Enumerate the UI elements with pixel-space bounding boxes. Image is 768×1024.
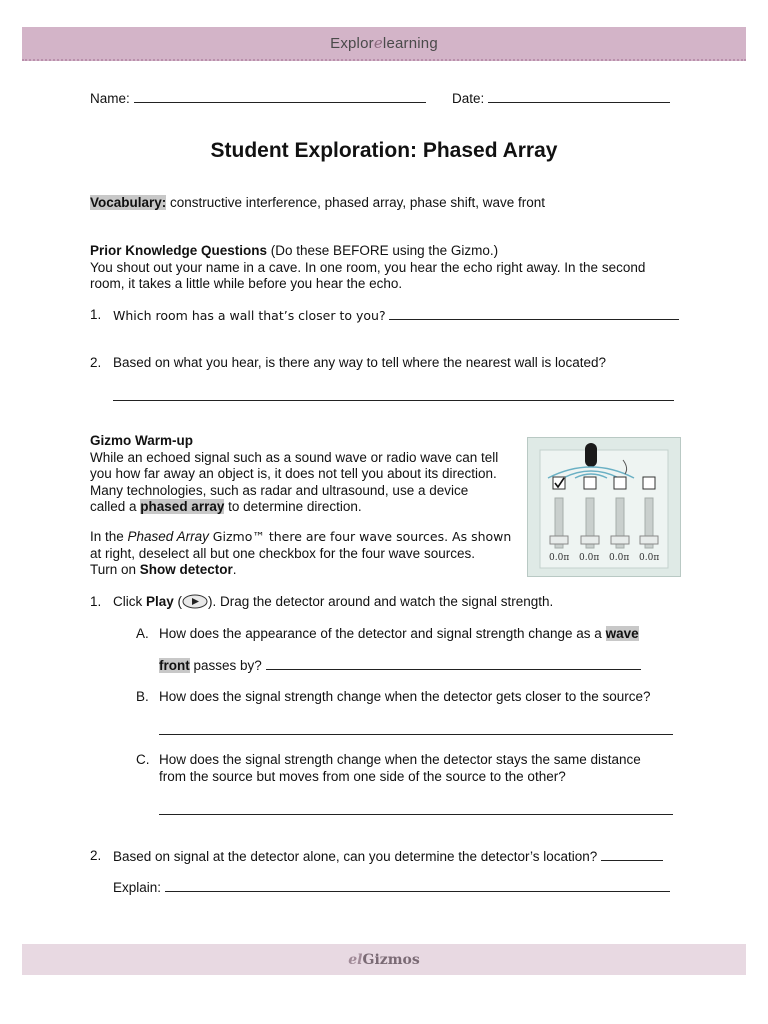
explain-label: Explain:	[113, 880, 162, 895]
gizmo-control-screenshot	[527, 437, 681, 577]
date-blank[interactable]	[488, 90, 670, 103]
subquestion-b: How does the signal strength change when the detector gets closer to the source?	[159, 689, 651, 704]
question-number: 1.	[90, 307, 102, 322]
phase-value-label: 0.0π	[579, 553, 600, 563]
subquestion-c-letter: C.	[136, 752, 150, 767]
warmup-question-2-number: 2.	[90, 848, 102, 863]
play-label: Play	[146, 594, 174, 609]
term-wave-front: front	[159, 658, 190, 673]
phase-value-label: 0.0π	[609, 553, 630, 563]
gizmo-name: Phased Array	[127, 529, 209, 544]
warmup-text: called a	[90, 499, 141, 514]
prior-heading: Prior Knowledge Questions	[90, 243, 268, 258]
term-phased-array: phased array	[140, 499, 225, 514]
play-button-icon	[182, 594, 208, 612]
name-blank[interactable]	[134, 90, 426, 103]
question-number: 2.	[90, 355, 102, 370]
prior-question-1-text	[113, 307, 679, 323]
gizmos-logo-text: Gizmos	[362, 951, 420, 968]
question-text: ). Drag the detector around and watch the signal strength.	[208, 594, 554, 609]
warmup-text: to determine direction.	[224, 499, 362, 514]
slider-handle	[581, 536, 599, 544]
warmup-instructions	[90, 529, 511, 579]
name-label: Name:	[90, 91, 130, 106]
warmup-question-1	[113, 594, 553, 612]
warmup-question-1-number: 1.	[90, 594, 102, 609]
warmup-text: Many technologies, such as radar and ultrasound, use a device	[90, 482, 469, 498]
detector-icon	[585, 443, 597, 467]
question-text: passes by?	[189, 658, 262, 673]
date-label: Date:	[452, 91, 485, 106]
prior-question-1	[90, 307, 101, 322]
checkbox-unchecked	[614, 477, 626, 489]
answer-blank[interactable]	[159, 722, 673, 735]
question-text: Which room has a wall that’s closer to you?	[113, 308, 386, 323]
date-field[interactable]	[452, 90, 670, 106]
answer-blank[interactable]	[601, 848, 663, 861]
warmup-text: .	[232, 562, 237, 577]
prior-question-2-text: Based on what you hear, is there any way to tell where the nearest wall is located?	[113, 355, 607, 370]
phase-value-label: 0.0π	[639, 553, 660, 563]
slider-handle	[611, 536, 629, 544]
vocabulary-label: Vocabulary:	[90, 195, 167, 210]
explain-field	[113, 879, 670, 895]
question-text: How does the appearance of the detector and signal strength change as a	[159, 626, 606, 641]
name-field[interactable]	[90, 90, 426, 106]
prior-note: (Do these BEFORE using the Gizmo.)	[267, 243, 499, 258]
question-text: Based on signal at the detector alone, can you determine the detector’s location?	[113, 849, 598, 864]
answer-blank[interactable]	[159, 802, 673, 815]
warmup-section	[90, 433, 498, 516]
subquestion-c	[159, 752, 641, 785]
answer-blank[interactable]	[266, 657, 641, 670]
explorelearning-logo	[330, 34, 438, 52]
answer-blank[interactable]	[165, 879, 670, 892]
vocabulary-terms: constructive interference, phased array, phase shift, wave front	[166, 195, 545, 210]
question-text: Click	[113, 594, 146, 609]
prior-question-2	[90, 355, 101, 370]
warmup-question-2	[113, 848, 663, 864]
subquestion-b-letter: B.	[136, 689, 149, 704]
page-title: Student Exploration: Phased Array	[210, 139, 558, 162]
question-text: How does the signal strength change when the detector stays the same distance	[159, 752, 641, 767]
brand-text-left: Explor	[330, 35, 374, 52]
prior-knowledge-section	[90, 243, 645, 293]
slider-handle	[640, 536, 658, 544]
subquestion-a-letter: A.	[136, 626, 149, 641]
prior-text-line2: room, it takes a little while before you hear the echo.	[90, 276, 403, 291]
question-text: (	[173, 594, 183, 609]
wave-source-controls-illustration	[528, 438, 680, 576]
prior-text-line1: You shout out your name in a cave. In one room, you hear the echo right away. In the second	[90, 259, 646, 275]
gizmos-logo-mark: el	[348, 951, 363, 968]
warmup-text: Turn on	[90, 562, 140, 577]
warmup-text: In the	[90, 529, 128, 544]
brand-text-right: learning	[382, 35, 438, 52]
subquestion-a-line2	[159, 657, 641, 673]
warmup-text: you how far away an object is, it does not tell you about its direction.	[90, 466, 497, 481]
show-detector-label: Show detector	[139, 562, 233, 577]
warmup-text: at right, deselect all but one checkbox for the four wave sources.	[90, 545, 475, 561]
gizmos-logo	[348, 952, 420, 968]
warmup-text: Gizmo™ there are four wave sources. As shown	[208, 529, 512, 544]
slider-handle	[550, 536, 568, 544]
question-text: from the source but moves from one side of the source to the other?	[159, 768, 566, 784]
checkbox-unchecked	[643, 477, 655, 489]
answer-blank[interactable]	[389, 307, 679, 320]
warmup-heading: Gizmo Warm-up	[90, 433, 193, 448]
warmup-text: While an echoed signal such as a sound wave or radio wave can tell	[90, 449, 499, 465]
subquestion-a	[159, 626, 639, 641]
page-footer	[22, 944, 746, 975]
answer-blank[interactable]	[113, 388, 674, 401]
brand-text-swirl: e	[373, 34, 383, 52]
term-wave-front: wave	[605, 626, 639, 641]
vocabulary	[90, 195, 545, 210]
page-header	[22, 27, 746, 61]
phase-value-label: 0.0π	[549, 553, 570, 563]
checkbox-unchecked	[584, 477, 596, 489]
